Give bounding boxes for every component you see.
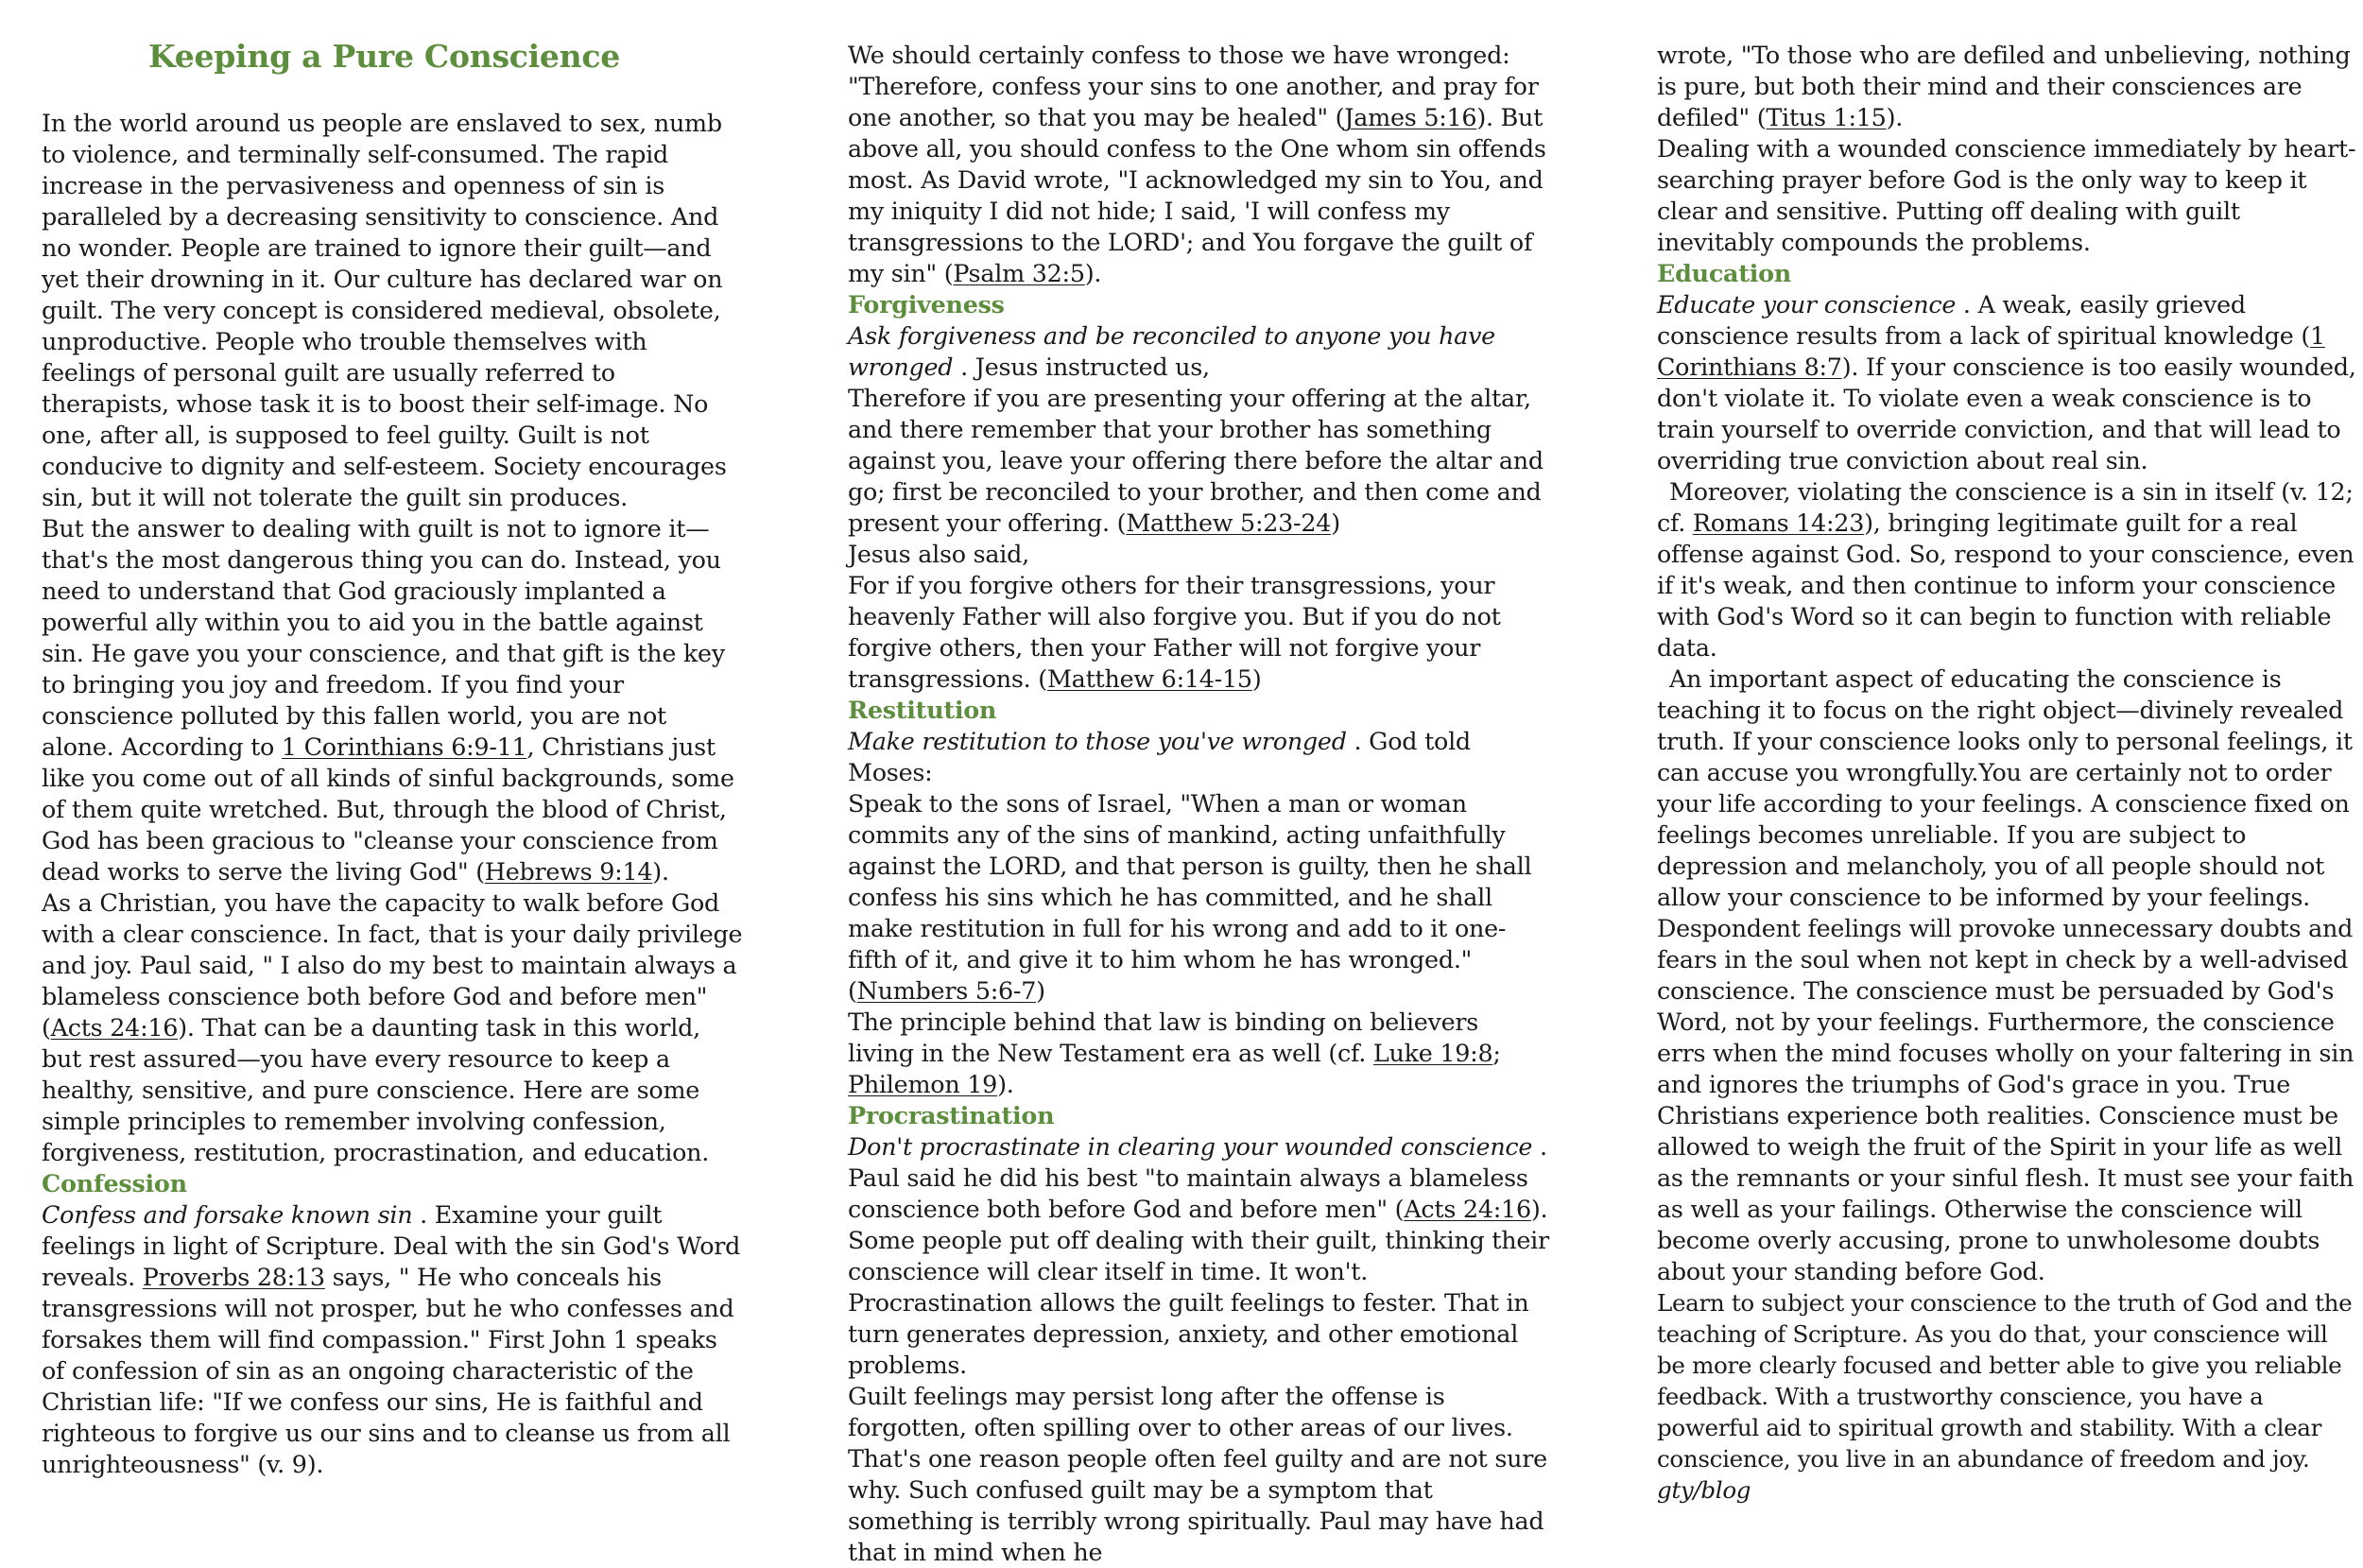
scripture-link-psalm-32[interactable]: Psalm 32:5 [953, 259, 1085, 287]
source-credit: gty/blog [1657, 1476, 1751, 1504]
answer-paragraph: But the answer to dealing with guilt is not to ignore it—that's the most dangerous thing you can do. Instead, you need to understand that God graciously implanted a powerful ally within you to aid you in the battle against sin. He gave you your conscience, and that gift is the key to bringing you joy and freedom. If you find your conscience polluted by this fallen world, you are not alone. According to 1 Corinthians 6:9-11, Christians just like you come out of all kinds of sinful backgrounds, some of them quite wretched. But, through the blood of Christ, God has been gracious to "cleanse your conscience from dead works to serve the living God" (Hebrews 9:14). [42, 514, 734, 886]
closing-paragraph: Learn to subject your conscience to the truth of God and the teaching of Scripture. As you do that, your conscience will be more clearly focused and better able to give you reliable feedback. With a trustworthy conscience, you have a powerful aid to spiritual growth and stability. With a clear conscience, you live in an abundance of freedom and joy. gty/blog [1657, 1289, 2353, 1504]
scripture-link-1-corinthians-6[interactable]: 1 Corinthians 6:9-11 [281, 732, 527, 761]
forgiveness-quote-1: Therefore if you are presenting your offering at the altar, and there remember that your brother has something against you, leave your offering there before the altar and go; first be reconciled to your brother, and then come and present your offering. (Matthew 5:23-24) [848, 384, 1544, 537]
restitution-principle: The principle behind that law is binding on believers living in the New Testament era as well (cf. Luke 19:8; Philemon 19). [848, 1008, 1501, 1098]
scripture-link-james-5[interactable]: James 5:16 [1344, 103, 1477, 131]
column-3 [1657, 40, 2356, 1506]
scripture-link-luke-19[interactable]: Luke 19:8 [1372, 1039, 1493, 1067]
scripture-link-hebrews-9[interactable]: Hebrews 9:14 [484, 857, 653, 886]
forgiveness-also-said: Jesus also said, [848, 540, 1029, 568]
heading-restitution: Restitution [848, 696, 997, 724]
procrastination-paragraph: Don't procrastinate in clearing your wounded conscience . Paul said he did his best "to maintain always a blameless conscience both before God and before men" (Acts 24:16). Some people put off dealing with their guilt, thinking their conscience will clear itself in time. It won't. Procrastination allows the guilt feelings to fester. That in turn generates depression, anxiety, and other emotional problems. [848, 1132, 1549, 1379]
titus-paragraph: wrote, "To those who are defiled and unbelieving, nothing is pure, but both their mind and their consciences are defiled" (Titus 1:15). [1657, 41, 2351, 131]
confess-others-paragraph: We should certainly confess to those we have wronged: "Therefore, confess your sins to one another, and pray for one another, so that you may be healed" (James 5:16). But above all, you should confess to the One whom sin offends most. As David wrote, "I acknowledged my sin to You, and my iniquity I did not hide; I said, 'I will confess my transgressions to the LORD'; and You forgave the guilt of my sin" (Psalm 32:5). [848, 41, 1546, 287]
violating-paragraph: Moreover, violating the conscience is a sin in itself (v. 12; cf. Romans 14:23), bringing legitimate guilt for a real offense against God. So, respond to your conscience, even if it's weak, and then continue to inform your conscience with God's Word so it can begin to function with reliable data. [1657, 477, 2354, 662]
scripture-link-proverbs-28[interactable]: Proverbs 28:13 [142, 1263, 325, 1291]
restitution-quote: Speak to the sons of Israel, "When a man or woman commits any of the sins of mankind, acting unfaithfully against the LORD, and that person is guilty, then he shall confess his sins which he has committed, and he shall make restitution in full for his wrong and add to it one-fifth of it, and give it to him whom he has wronged." (Numbers 5:6-7) [848, 789, 1532, 1005]
scripture-link-acts-24-second[interactable]: Acts 24:16 [1404, 1195, 1531, 1223]
wounded-conscience-paragraph: Dealing with a wounded conscience immediately by heart-searching prayer before God is the only way to keep it clear and sensitive. Putting off dealing with guilt inevitably compounds the problems. [1657, 134, 2356, 256]
guilt-persist-paragraph: Guilt feelings may persist long after the offense is forgotten, often spilling over to other areas of our lives. That's one reason people often feel guilty and are not sure why. Such confused guilt may be a symptom that something is terribly wrong spiritually. Paul may have had that in mind when he [848, 1382, 1547, 1566]
page-title: Keeping a Pure Conscience [148, 38, 620, 75]
confession-paragraph: Confess and forsake known sin . Examine your guilt feelings in light of Scripture. Deal with the sin God's Word reveals. Proverbs 28:13 says, " He who conceals his transgressions will not prosper, but he who confesses and forsakes them will find compassion." First John 1 speaks of confession of sin as an ongoing characteristic of the Christian life: "If we confess our sins, He is faithful and righteous to forgive us our sins and to cleanse us from all unrighteousness" (v. 9). [42, 1200, 741, 1478]
column-1 [42, 38, 746, 1480]
heading-forgiveness: Forgiveness [848, 290, 1005, 319]
scripture-link-matthew-6[interactable]: Matthew 6:14-15 [1046, 664, 1252, 693]
heading-education: Education [1657, 259, 1791, 287]
heading-confession: Confession [42, 1169, 187, 1198]
scripture-link-romans-14[interactable]: Romans 14:23 [1692, 508, 1865, 537]
scripture-link-acts-24[interactable]: Acts 24:16 [50, 1013, 179, 1042]
scripture-link-numbers-5[interactable]: Numbers 5:6-7 [856, 976, 1037, 1005]
clear-conscience-paragraph: As a Christian, you have the capacity to walk before God with a clear conscience. In fact, that is your daily privilege and joy. Paul said, " I also do my best to maintain always a blameless conscience both before God and before men" (Acts 24:16). That can be a daunting task in this world, but rest assured—you have every resource to keep a healthy, sensitive, and pure conscience. Here are some simple principles to remember involving confession, forgiveness, restitution, procrastination, and education. [42, 888, 743, 1166]
education-paragraph: Educate your conscience . A weak, easily grieved conscience results from a lack of spiritual knowledge (1 Corinthians 8:7). If your conscience is too easily wounded, don't violate it. To violate even a weak conscience is to train yourself to override conviction, and that will lead to overriding true conviction about real sin. [1657, 290, 2356, 474]
intro-paragraph: In the world around us people are enslaved to sex, numb to violence, and terminally self-consumed. The rapid increase in the pervasiveness and openness of sin is paralleled by a decreasing sensitivity to conscience. And no wonder. People are trained to ignore their guilt—and yet their drowning in it. Our culture has declared war on guilt. The very concept is considered medieval, obsolete, unproductive. People who trouble themselves with feelings of personal guilt are usually referred to therapists, whose task it is to boost their self-image. No one, after all, is supposed to feel guilty. Guilt is not conducive to dignity and self-esteem. Society encourages sin, but it will not tolerate the guilt sin produces. [42, 109, 727, 511]
scripture-link-titus-1[interactable]: Titus 1:15 [1766, 103, 1887, 131]
forgiveness-intro: Ask forgiveness and be reconciled to anyone you have wronged . Jesus instructed us, [848, 321, 1495, 381]
scripture-link-matthew-5[interactable]: Matthew 5:23-24 [1126, 508, 1332, 537]
heading-procrastination: Procrastination [848, 1101, 1055, 1129]
scripture-link-1-corinthians-8[interactable]: 1 Corinthians 8:7 [1657, 321, 2325, 381]
scripture-link-philemon-19[interactable]: Philemon 19 [848, 1070, 998, 1098]
forgiveness-quote-2: For if you forgive others for their transgressions, your heavenly Father will also forgive you. But if you do not forgive others, then your Father will not forgive your transgressions. (Matthew 6:14-15) [848, 571, 1501, 693]
column-2 [848, 40, 1549, 1568]
restitution-intro: Make restitution to those you've wronged . God told Moses: [848, 727, 1471, 786]
educating-aspect-paragraph: An important aspect of educating the conscience is teaching it to focus on the right object—divinely revealed truth. If your conscience looks only to personal feelings, it can accuse you wrongfully.You are certainly not to order your life according to your feelings. A conscience fixed on feelings becomes unreliable. If you are subject to depression and melancholy, you of all people should not allow your conscience to be informed by your feelings. Despondent feelings will provoke unnecessary doubts and fears in the soul when not kept in check by a well-advised conscience. The conscience must be persuaded by God's Word, not by your feelings. Furthermore, the conscience errs when the mind focuses wholly on your faltering in sin and ignores the triumphs of God's grace in you. True Christians experience both realities. Conscience must be allowed to weigh the fruit of the Spirit in your life as well as the remnants or your sinful flesh. It must see your faith as well as your failings. Otherwise the conscience will become overly accusing, prone to unwholesome doubts about your standing before God. [1657, 664, 2354, 1285]
